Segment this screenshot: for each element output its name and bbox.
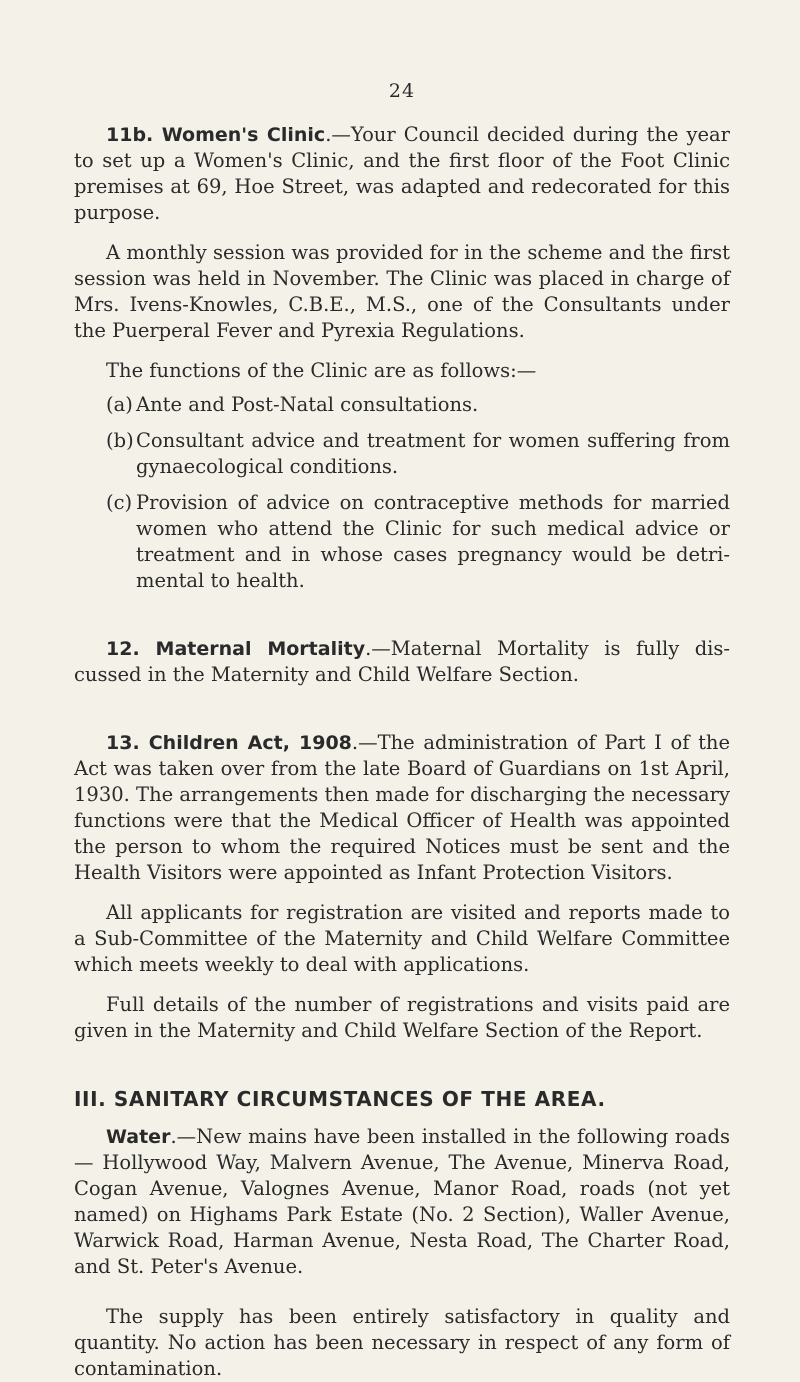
maternal-mortality-section xyxy=(74,636,730,688)
children-act-section xyxy=(74,730,730,1044)
function-item-c xyxy=(106,490,730,594)
children-act-heading: 13. Children Act, 1908 xyxy=(106,732,352,754)
womens-clinic-text: .—Your Council decided during the year to set up a Women's Clinic, and the first floor of the Foot Clinic premises at 69, Hoe Street, was adapted and redecorated for this purpose. xyxy=(74,123,730,224)
sanitary-section-title: III. SANITARY CIRCUMSTANCES OF THE AREA. xyxy=(74,1087,606,1111)
womens-clinic-session-paragraph: A monthly session was provided for in the scheme and the first session was held in November. The Clinic was placed in charge of Mrs. Ivens-Knowles, C.B.E., M.S., one of the Consultants under the Puerperal Fever and Pyrexia Regulations. xyxy=(74,241,730,342)
water-supply-paragraph: The supply has been entirely satisfactory in quality and quantity. No action has been necessary in respect of any form of contamination. xyxy=(74,1305,730,1380)
function-item-a xyxy=(106,392,730,418)
sanitary-section xyxy=(74,1086,730,1382)
page-number: 24 xyxy=(388,80,416,102)
maternal-mortality-text: .—Maternal Mortality is fully dis- cussed in the Maternity and Child Welfare Section. xyxy=(74,637,731,686)
children-act-details-paragraph: Full details of the number of registrations and visits paid are given in the Maternity and Child Welfare Section of the Report. xyxy=(74,993,730,1042)
function-text: Provision of advice on contraceptive methods for married women who attend the Clinic for such medical advice or treatment and in whose cases pregnancy would be detri- mental to health. xyxy=(136,491,730,592)
maternal-mortality-paragraph xyxy=(74,636,730,688)
water-text: .—New mains have been installed in the following roads— Hollywood Way, Malvern Avenue, The Avenue, Minerva Road, Cogan Avenue, Valognes Avenue, Manor Road, roads (not yet named) on Highams Park Estate (No. 2 Section), Waller Avenue, Warwick Road, Harman Avenue, Nesta Road, The Charter Road, and St. Peter's Avenue. xyxy=(74,1125,730,1278)
children-act-text: .—The administration of Part I of the Act was taken over from the late Board of Guardians on 1st April, 1930. The arrangements then made for discharging the necessary functions were that the Medical Officer of Health was appointed the person to whom the required Notices must be sent and the Health Visitors were appointed as Infant Protection Visitors. xyxy=(74,731,731,884)
womens-clinic-section xyxy=(74,122,730,594)
functions-intro: The functions of the Clinic are as follows:— xyxy=(106,359,537,382)
water-paragraph xyxy=(74,1124,730,1280)
maternal-mortality-heading: 12. Maternal Mortality xyxy=(106,638,366,660)
function-text: Ante and Post-Natal consultations. xyxy=(136,393,479,416)
function-item-b xyxy=(106,428,730,480)
womens-clinic-heading: 11b. Women's Clinic xyxy=(106,124,326,146)
function-text: Consultant advice and treatment for women suffering from gynaecological conditions. xyxy=(136,429,730,478)
children-act-applicants-paragraph: All applicants for registration are visited and reports made to a Sub-Committee of the Maternity and Child Welfare Committee which meets weekly to deal with applications. xyxy=(74,901,730,976)
water-heading: Water xyxy=(106,1126,171,1148)
womens-clinic-paragraph xyxy=(74,122,730,226)
function-marker: (a) xyxy=(106,393,133,416)
children-act-paragraph xyxy=(74,730,730,886)
function-marker: (c) xyxy=(106,491,133,514)
function-marker: (b) xyxy=(106,429,134,452)
